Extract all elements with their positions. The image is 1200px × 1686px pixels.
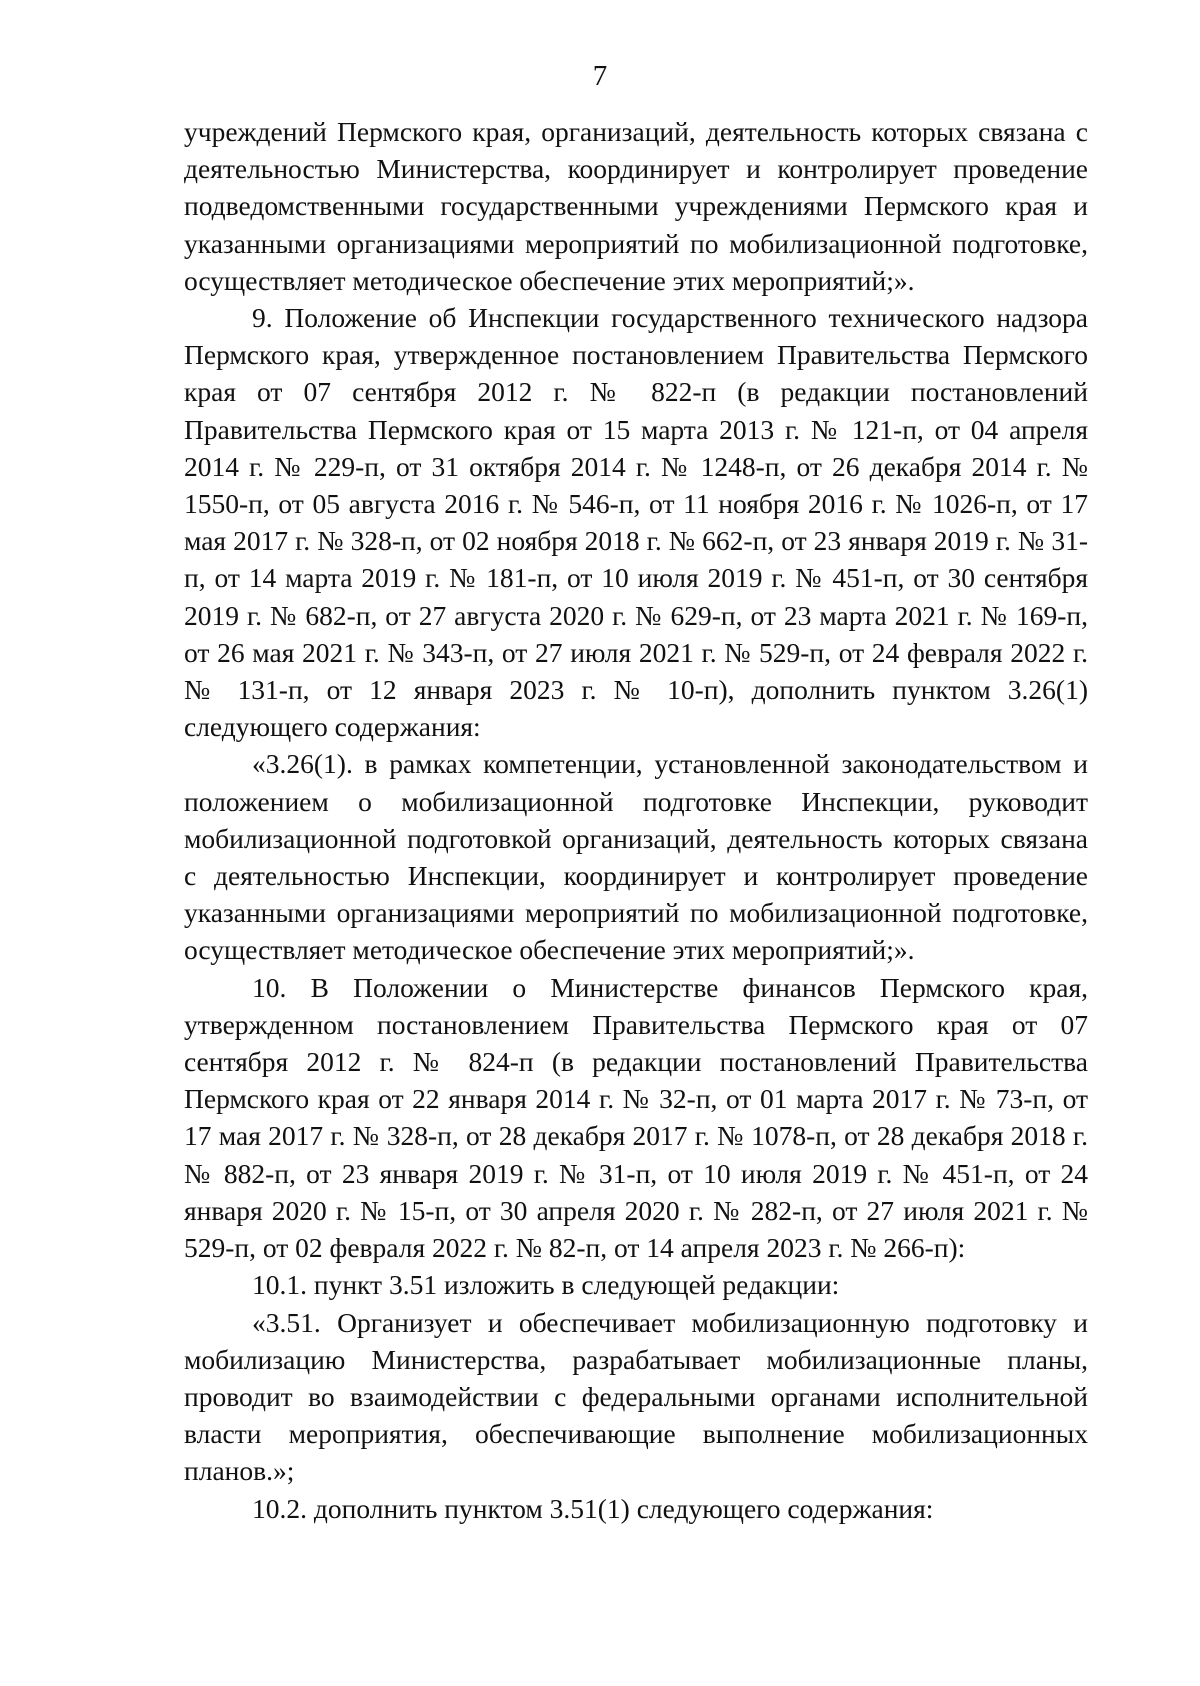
paragraph-quote-3-26-1: «3.26(1). в рамках компетенции, установленной законодательством и положением о мобилизационной подготовке Инспекции, руководит мобилизационной подготовкой организаций, деятельность которых связана с деятельностью Инспекции, координирует и контролирует проведение указанными организациями мероприятий по мобилизационной подготовке, осуществляет методическое обеспечение этих мероприятий;». — [184, 748, 1088, 966]
paragraph-item-10: 10. В Положении о Министерстве финансов Пермского края, утвержденном постановлением Правительства Пермского края от 07 сентября 2012 г. № 824-п (в редакции постановлений Правительства Пермского края от 22 января 2014 г. № 32-п, от 01 марта 2017 г. № 73-п, от 17 мая 2017 г. № 328-п, от 28 декабря 2017 г. № 1078-п, от 28 декабря 2018 г. № 882-п, от 23 января 2019 г. № 31-п, от 10 июля 2019 г. № 451-п, от 24 января 2020 г. № 15-п, от 30 апреля 2020 г. № 282-п, от 27 июля 2021 г. № 529-п, от 02 февраля 2022 г. № 82-п, от 14 апреля 2023 г. № 266-п): — [184, 971, 1088, 1264]
page-number: 7 — [592, 60, 608, 92]
paragraph-item-10-1: 10.1. пункт 3.51 изложить в следующей редакции: — [252, 1269, 840, 1301]
paragraph-continuation: учреждений Пермского края, организаций, деятельность которых связана с деятельностью Министерства, координирует и контролирует проведение подведомственными государственными учреждениями Пермского края и указанными организациями мероприятий по мобилизационной подготовке, осуществляет методическое обеспечение этих мероприятий;». — [184, 116, 1088, 296]
paragraph-item-10-2: 10.2. дополнить пунктом 3.51(1) следующего содержания: — [252, 1492, 934, 1524]
paragraph-item-9: 9. Положение об Инспекции государственного технического надзора Пермского края, утвержденное постановлением Правительства Пермского края от 07 сентября 2012 г. № 822-п (в редакции постановлений Правительства Пермского края от 15 марта 2013 г. № 121-п, от 04 апреля 2014 г. № 229-п, от 31 октября 2014 г. № 1248-п, от 26 декабря 2014 г. № 1550-п, от 05 августа 2016 г. № 546-п, от 11 ноября 2016 г. № 1026-п, от 17 мая 2017 г. № 328-п, от 02 ноября 2018 г. № 662-п, от 23 января 2019 г. № 31-п, от 14 марта 2019 г. № 181-п, от 10 июля 2019 г. № 451-п, от 30 сентября 2019 г. № 682-п, от 27 августа 2020 г. № 629-п, от 23 марта 2021 г. № 169-п, от 26 мая 2021 г. № 343-п, от 27 июля 2021 г. № 529-п, от 24 февраля 2022 г. № 131-п, от 12 января 2023 г. № 10-п), дополнить пунктом 3.26(1) следующего содержания: — [184, 302, 1088, 743]
document-body — [184, 113, 1088, 1527]
paragraph-quote-3-51: «3.51. Организует и обеспечивает мобилизационную подготовку и мобилизацию Министерства, разрабатывает мобилизационные планы, проводит во взаимодействии с федеральными органами исполнительной власти мероприятия, обеспечивающие выполнение мобилизационных планов.»; — [184, 1306, 1088, 1487]
